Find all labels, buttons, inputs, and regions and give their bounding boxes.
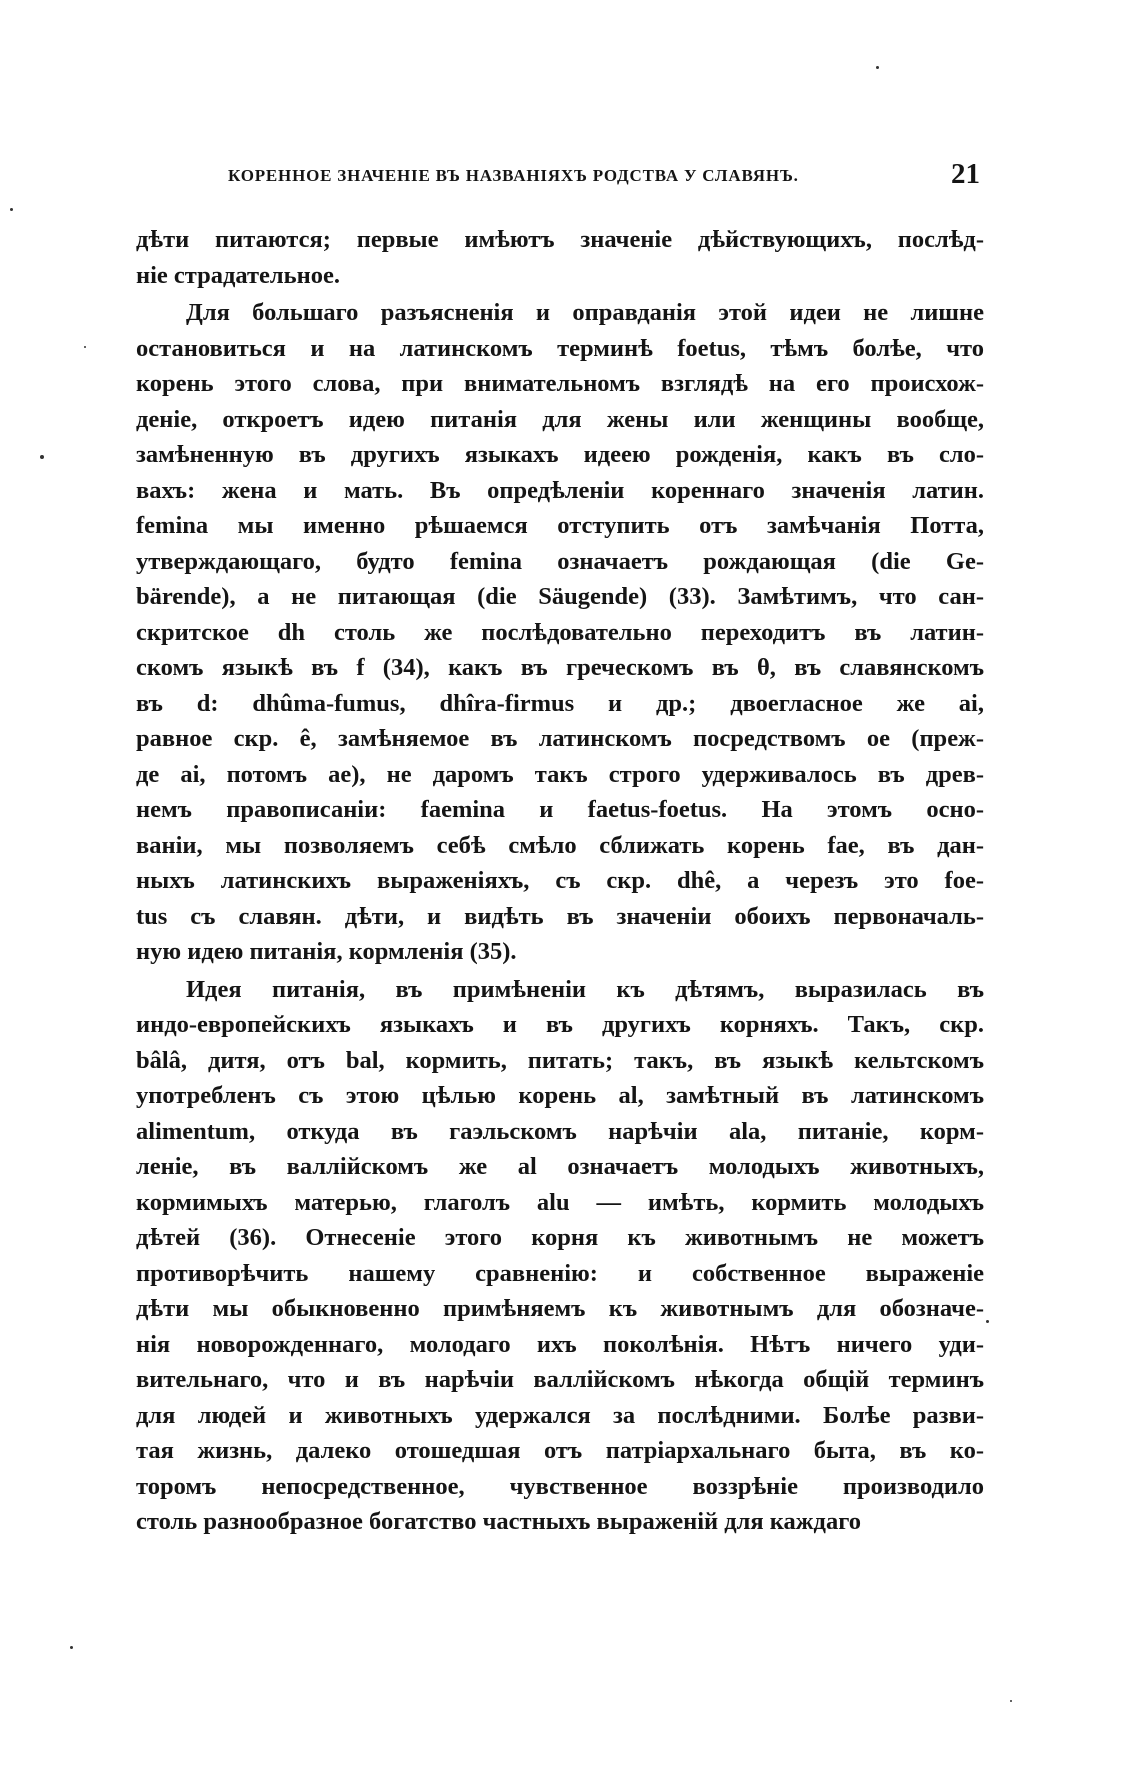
body-text	[136, 222, 984, 1540]
text-line: тая жизнь, далеко отошедшая отъ патріархальнаго быта, въ ко-	[136, 1437, 984, 1464]
text-line: скомъ языкѣ въ f (34), какъ въ греческомъ въ θ, въ славянскомъ	[136, 654, 984, 681]
text-line: равное скр. ê, замѣняемое въ латинскомъ посредствомъ oe (преж-	[136, 725, 984, 752]
text-line: вительнаго, что и въ нарѣчіи валлійскомъ нѣкогда общій терминъ	[136, 1366, 984, 1393]
text-line: утверждающаго, будто femina означаетъ рождающая (die Ge-	[136, 547, 984, 575]
scan-speck	[40, 455, 44, 459]
text-line: леніе, въ валлійскомъ же al означаетъ молодыхъ животныхъ,	[136, 1153, 984, 1180]
text-line: употребленъ съ этою цѣлью корень al, замѣтный въ латинскомъ	[136, 1082, 984, 1109]
text-line: замѣненную въ другихъ языкахъ идеею рожденія, какъ въ сло-	[136, 441, 984, 468]
paragraph	[136, 972, 984, 1540]
text-line: femina мы именно рѣшаемся отступить отъ замѣчанія Потта,	[136, 512, 984, 539]
text-line: ныхъ латинскихъ выраженіяхъ, съ скр. dhê, а черезъ это foe-	[136, 867, 984, 894]
running-title: КОРЕННОЕ ЗНАЧЕНІЕ ВЪ НАЗВАНІЯХЪ РОДСТВА У СЛАВЯНЪ.	[228, 166, 799, 185]
scan-speck	[876, 66, 879, 69]
scan-speck	[986, 1320, 989, 1323]
scan-speck	[1010, 1700, 1012, 1702]
text-line: bâlâ, дитя, отъ bal, кормить, питать; такъ, въ языкѣ кельтскомъ	[136, 1046, 984, 1074]
text-line: ніе страдательное.	[136, 261, 340, 289]
text-line: столь разнообразное богатство частныхъ выраженій для каждаго	[136, 1508, 861, 1535]
text-line: деніе, откроетъ идею питанія для жены или женщины вообще,	[136, 405, 984, 433]
scan-speck	[84, 346, 86, 348]
text-line: alimentum, откуда въ гаэльскомъ нарѣчіи ala, питаніе, корм-	[136, 1117, 984, 1145]
text-line: кормимыхъ матерью, глаголъ alu — имѣть, кормить молодыхъ	[136, 1188, 984, 1216]
text-line: нія новорожденнаго, молодаго ихъ поколѣнія. Нѣтъ ничего уди-	[136, 1330, 984, 1358]
text-line: ную идею питанія, кормленія (35).	[136, 938, 517, 965]
text-line: Для большаго разъясненія и оправданія этой идеи не лишне	[186, 299, 984, 326]
text-line: немъ правописаніи: faemina и faetus-foetus. На этомъ осно-	[136, 796, 984, 823]
text-line: вахъ: жена и мать. Въ опредѣленіи кореннаго значенія латин.	[136, 476, 984, 504]
text-line: bärende), а не питающая (die Säugende) (33). Замѣтимъ, что сан-	[136, 583, 984, 610]
scan-speck	[70, 1646, 73, 1649]
text-line: противорѣчить нашему сравненію: и собственное выраженіе	[136, 1259, 984, 1287]
scan-speck	[10, 208, 13, 211]
page-number: 21	[951, 158, 980, 190]
text-line: tus съ славян. дѣти, и видѣть въ значеніи обоихъ первоначаль-	[136, 902, 984, 930]
text-line: дѣти питаются; первые имѣютъ значеніе дѣйствующихъ, послѣд-	[136, 226, 984, 253]
text-line: корень этого слова, при внимательномъ взглядѣ на его происхож-	[136, 370, 984, 397]
text-line: торомъ непосредственное, чувственное воззрѣніе производило	[136, 1472, 984, 1500]
page-header	[228, 158, 980, 198]
text-line: ваніи, мы позволяемъ себѣ смѣло сближать корень fae, въ дан-	[136, 831, 984, 859]
text-line: остановиться и на латинскомъ терминѣ foetus, тѣмъ болѣе, что	[136, 334, 984, 362]
paragraph	[136, 295, 984, 970]
text-line: Идея питанія, въ примѣненіи къ дѣтямъ, выразилась въ	[186, 975, 984, 1003]
text-line: для людей и животныхъ удержался за послѣдними. Болѣе разви-	[136, 1401, 984, 1429]
text-line: дѣтей (36). Отнесеніе этого корня къ животнымъ не можетъ	[136, 1224, 984, 1251]
text-line: де ai, потомъ ae), не даромъ такъ строго удерживалось въ древ-	[136, 760, 984, 788]
text-line: въ d: dhûma-fumus, dhîra-firmus и др.; двоегласное же ai,	[136, 689, 984, 717]
text-line: дѣти мы обыкновенно примѣняемъ къ животнымъ для обозначе-	[136, 1295, 984, 1322]
text-line: индо-европейскихъ языкахъ и въ другихъ корняхъ. Такъ, скр.	[136, 1011, 984, 1038]
paragraph	[136, 222, 984, 293]
text-line: скритское dh столь же послѣдовательно переходитъ въ латин-	[136, 618, 984, 646]
